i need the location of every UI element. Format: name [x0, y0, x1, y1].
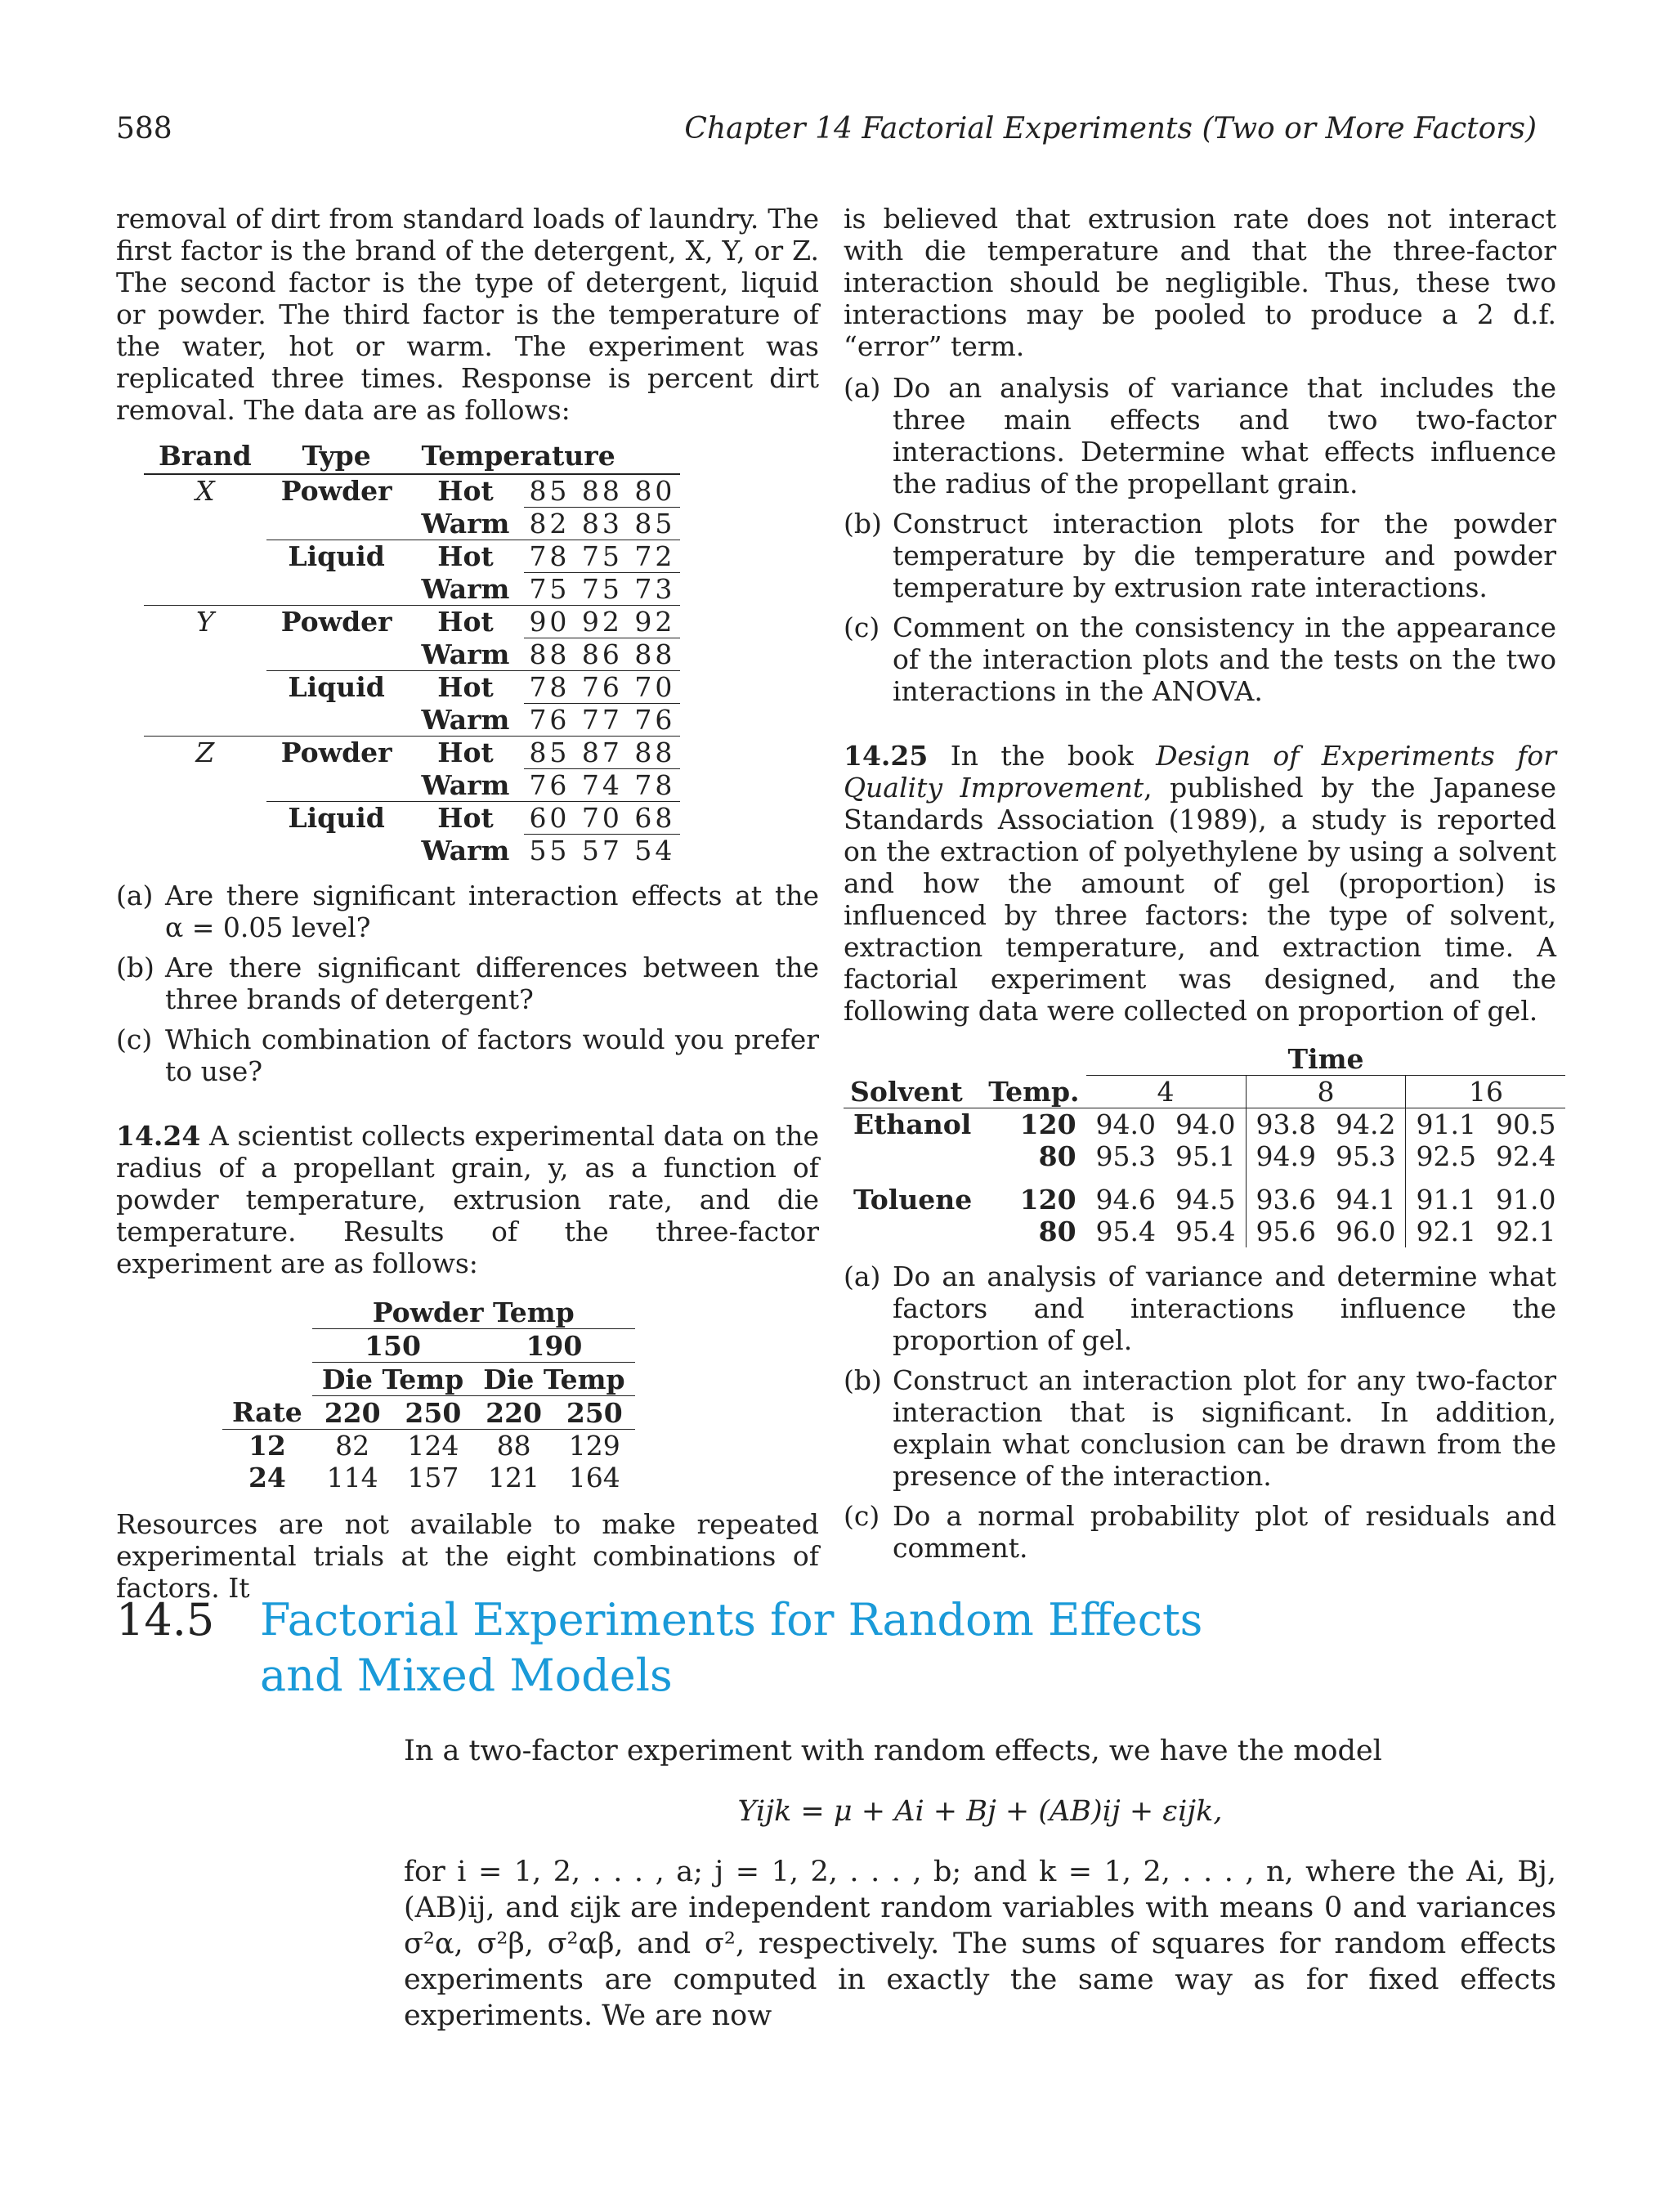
gel-value: 95.4: [1095, 1216, 1157, 1247]
section-body: [404, 1733, 1556, 2034]
exercise-text: A scientist collects experimental data on the radius of a propellant grain, y, as a function of powder temperature, extrusion rate, and die temperature. Results of the three-factor experiment are as follows:: [116, 1120, 819, 1279]
response-values: 76 74 78: [524, 769, 680, 802]
questions-1425: [844, 1260, 1556, 1564]
exercise-1424-continuation: is believed that extrusion rate does not interact with die temperature and that the three-factor interaction should be negligible. Thus, these two interactions may be pooled to produce a 2 d.f. “error” term.: [844, 203, 1556, 362]
table-row: [144, 835, 680, 867]
question-item: (a) Do an analysis of variance that includes the three main effects and two two-factor interactions. Determine what effects influence the radius of the propellant grain.: [844, 372, 1556, 499]
type-cell: [266, 508, 407, 540]
table-row: [144, 671, 680, 704]
brand-cell: [144, 638, 266, 671]
questions-1423: [116, 880, 819, 1087]
type-cell: Liquid: [266, 671, 407, 704]
model-equation: Yijk = μ + Ai + Bj + (AB)ij + εijk,: [737, 1795, 1223, 1828]
temperature-cell: Hot: [407, 671, 525, 704]
temp-cell: 120: [1019, 1108, 1076, 1140]
gel-value: 95.6: [1256, 1216, 1316, 1247]
exercise-1423-intro: removal of dirt from standard loads of laundry. The first factor is the brand of the detergent, X, Y, or Z. The second factor is the type of detergent, liquid or powder. The third factor is the temperature of the water, hot or warm. The experiment was replicated three times. Response is percent dirt removal. The data are as follows:: [116, 203, 819, 426]
temp-cell: 80: [1038, 1140, 1076, 1172]
gel-value: 94.1: [1326, 1172, 1406, 1216]
gel-value: 96.0: [1326, 1216, 1406, 1247]
gel-value: 94.2: [1326, 1108, 1406, 1141]
temperature-cell: Hot: [407, 540, 525, 573]
gel-value: 92.5: [1416, 1140, 1476, 1172]
gel-value: 92.4: [1495, 1140, 1556, 1172]
section-intro: In a two-factor experiment with random effects, we have the model: [404, 1735, 1382, 1767]
table-row: [144, 540, 680, 573]
brand-cell: [144, 802, 266, 835]
temperature-cell: Warm: [421, 834, 510, 866]
gel-value: 93.8: [1256, 1108, 1316, 1140]
response-values: 55 57 54: [524, 835, 680, 867]
table-row: [144, 802, 680, 835]
gel-value: 93.6: [1256, 1184, 1316, 1216]
table-row: [844, 1216, 1565, 1247]
type-cell: Powder: [280, 475, 392, 508]
temperature-cell: Warm: [421, 638, 510, 670]
response-values: 78 76 70: [524, 671, 680, 704]
table-row: [144, 737, 680, 769]
table-row: [144, 474, 680, 508]
powder-temp-190: 190: [473, 1329, 634, 1363]
gel-value: 92.1: [1416, 1216, 1476, 1247]
brand-cell: [144, 835, 266, 867]
response-values: 76 77 76: [524, 704, 680, 737]
exercise-1424-after: Resources are not available to make repeated experimental trials at the eight combinations of factors. It: [116, 1508, 819, 1604]
temperature-cell: Warm: [421, 572, 510, 605]
section-title-line: Factorial Experiments for Random Effects: [260, 1594, 1203, 1646]
temperature-cell: Warm: [421, 768, 510, 801]
questions-1424: [844, 372, 1556, 707]
brand-cell: [144, 671, 266, 704]
brand-cell: X: [195, 475, 215, 508]
response-values: 82 83 85: [524, 508, 680, 540]
type-cell: Powder: [266, 606, 407, 638]
book-title: Design of Experiments for Quality Improvement: [844, 740, 1556, 804]
powder-temp-header: Powder Temp: [312, 1296, 635, 1329]
exercise-text: In the book: [950, 740, 1134, 772]
gel-value: 91.1: [1416, 1108, 1476, 1140]
response-values: 60 70 68: [524, 802, 680, 835]
solvent-cell: [844, 1216, 982, 1247]
die-temp-value: 250: [554, 1396, 635, 1430]
question-item: (c) Which combination of factors would you prefer to use?: [116, 1023, 819, 1087]
detergent-data-table: [144, 437, 680, 866]
question-item: (c) Comment on the consistency in the appearance of the interaction plots and the tests on the two interactions in the ANOVA.: [844, 611, 1556, 707]
type-cell: [266, 835, 407, 867]
section-title: [260, 1592, 1323, 1704]
brand-cell: [144, 769, 266, 802]
gel-value: 95.3: [1095, 1140, 1157, 1172]
type-cell: [266, 769, 407, 802]
die-temp-header: Die Temp: [312, 1363, 473, 1396]
table-row: 24 114 157 121 164: [248, 1462, 620, 1493]
time-8: 8: [1246, 1076, 1406, 1108]
rate-header: Rate: [222, 1396, 312, 1430]
detergent-table-body: [144, 474, 680, 866]
temp-header: Temp.: [982, 1076, 1085, 1108]
table-row: [844, 1108, 1565, 1141]
gel-value: 91.0: [1495, 1184, 1556, 1216]
die-temp-value: 220: [473, 1396, 554, 1430]
time-header: Time: [1086, 1043, 1566, 1076]
exercise-1424: [116, 1120, 819, 1279]
brand-cell: Z: [144, 737, 266, 769]
gel-value: 95.4: [1166, 1216, 1246, 1247]
temp-cell: 80: [1038, 1216, 1076, 1247]
solvent-header: Solvent: [844, 1076, 982, 1108]
brand-cell: [144, 704, 266, 737]
table-row: 12 82 124 88 129: [248, 1430, 620, 1462]
type-cell: [266, 573, 407, 606]
die-temp-header: Die Temp: [473, 1363, 634, 1396]
response-values: 75 75 73: [524, 573, 680, 606]
die-temp-value: 250: [393, 1396, 474, 1430]
table-row: [144, 573, 680, 606]
temp-cell: 120: [1019, 1184, 1076, 1216]
type-cell: [266, 704, 407, 737]
gel-value: 95.3: [1326, 1140, 1406, 1172]
time-16: 16: [1406, 1076, 1565, 1108]
table-row: [144, 508, 680, 540]
section-heading: [116, 1592, 1323, 1704]
gel-table-body: [844, 1108, 1565, 1248]
gel-value: 95.1: [1166, 1140, 1246, 1172]
response-values: 78 75 72: [524, 540, 680, 573]
solvent-cell: Ethanol: [853, 1108, 972, 1140]
response-values: 90 92 92: [524, 606, 680, 638]
exercise-number: 14.24: [116, 1120, 201, 1152]
type-cell: Powder: [266, 737, 407, 769]
table-row: [144, 769, 680, 802]
gel-value: 94.0: [1095, 1108, 1157, 1140]
type-cell: Liquid: [266, 540, 407, 573]
col-header-temperature: Temperature: [407, 437, 681, 474]
right-column: [844, 203, 1556, 1572]
gel-value: 94.9: [1256, 1140, 1316, 1172]
exercise-text: , published by the Japanese Standards Association (1989), a study is reported on the extraction of polyethylene by using a solvent and how the amount of gel (proportion) is influenced by three factors: the type of solvent, extraction temperature, and extraction time. A factorial experiment was designed, and the following data were collected on proportion of gel.: [844, 772, 1556, 1027]
response-values: 85 87 88: [524, 737, 680, 769]
exercise-number: 14.25: [844, 740, 929, 772]
gel-value: 91.1: [1416, 1184, 1476, 1216]
die-temp-value: 220: [312, 1396, 393, 1430]
question-item: (b) Construct an interaction plot for any two-factor interaction that is significant. In addition, explain what conclusion can be drawn from the presence of the interaction.: [844, 1364, 1556, 1492]
table-row: [144, 638, 680, 671]
question-item: (a) Are there significant interaction effects at the α = 0.05 level?: [116, 880, 819, 943]
brand-cell: [144, 573, 266, 606]
type-cell: [266, 638, 407, 671]
gel-value: 94.0: [1166, 1108, 1246, 1141]
gel-value: 94.5: [1166, 1172, 1246, 1216]
brand-cell: [144, 508, 266, 540]
exercise-1425: [844, 740, 1556, 1027]
col-header-type: Type: [266, 437, 407, 474]
gel-value: 94.6: [1095, 1184, 1157, 1216]
brand-cell: [144, 540, 266, 573]
gel-value: 92.1: [1495, 1216, 1556, 1247]
temperature-cell: Hot: [407, 802, 525, 835]
col-header-brand: Brand: [144, 437, 266, 474]
page-number: 588: [116, 112, 172, 146]
table-row: [144, 606, 680, 638]
table-row: [844, 1140, 1565, 1172]
temperature-cell: Warm: [421, 507, 510, 540]
response-values: 88 86 88: [524, 638, 680, 671]
brand-cell: Y: [144, 606, 266, 638]
section-paragraph: for i = 1, 2, . . . , a; j = 1, 2, . . . , b; and k = 1, 2, . . . , n, where the Ai, Bj, (AB)ij, and εijk are independent random variables with means 0 and variances σ²α, σ²β, σ²αβ, and σ², respectively. The sums of squares for random effects experiments are computed in exactly the same way as for fixed effects experiments. We are now: [404, 1856, 1556, 2032]
question-item: (b) Construct interaction plots for the powder temperature by die temperature and powder temperature by extrusion rate interactions.: [844, 508, 1556, 603]
time-4: 4: [1086, 1076, 1246, 1108]
temperature-cell: Warm: [421, 703, 510, 736]
question-item: (b) Are there significant differences between the three brands of detergent?: [116, 952, 819, 1015]
left-column: [116, 203, 819, 1614]
table-row: [844, 1172, 1565, 1216]
table-row: [144, 704, 680, 737]
running-head: Chapter 14 Factorial Experiments (Two or More Factors): [684, 112, 1537, 146]
question-item: (c) Do a normal probability plot of residuals and comment.: [844, 1500, 1556, 1564]
gel-data-table: [844, 1043, 1565, 1247]
gel-value: 90.5: [1495, 1108, 1556, 1140]
propellant-grain-table: [222, 1296, 635, 1493]
temperature-cell: Hot: [407, 737, 525, 769]
type-cell: Liquid: [266, 802, 407, 835]
section-title-line: and Mixed Models: [260, 1650, 673, 1701]
temperature-cell: Hot: [407, 606, 525, 638]
powder-temp-150: 150: [312, 1329, 473, 1363]
section-number: 14.5: [116, 1594, 215, 1646]
question-item: (a) Do an analysis of variance and determine what factors and interactions influence the proportion of gel.: [844, 1260, 1556, 1356]
temperature-cell: Hot: [437, 475, 494, 508]
solvent-cell: Toluene: [853, 1184, 973, 1216]
response-values: 85 88 80: [529, 475, 676, 507]
solvent-cell: [844, 1140, 982, 1172]
